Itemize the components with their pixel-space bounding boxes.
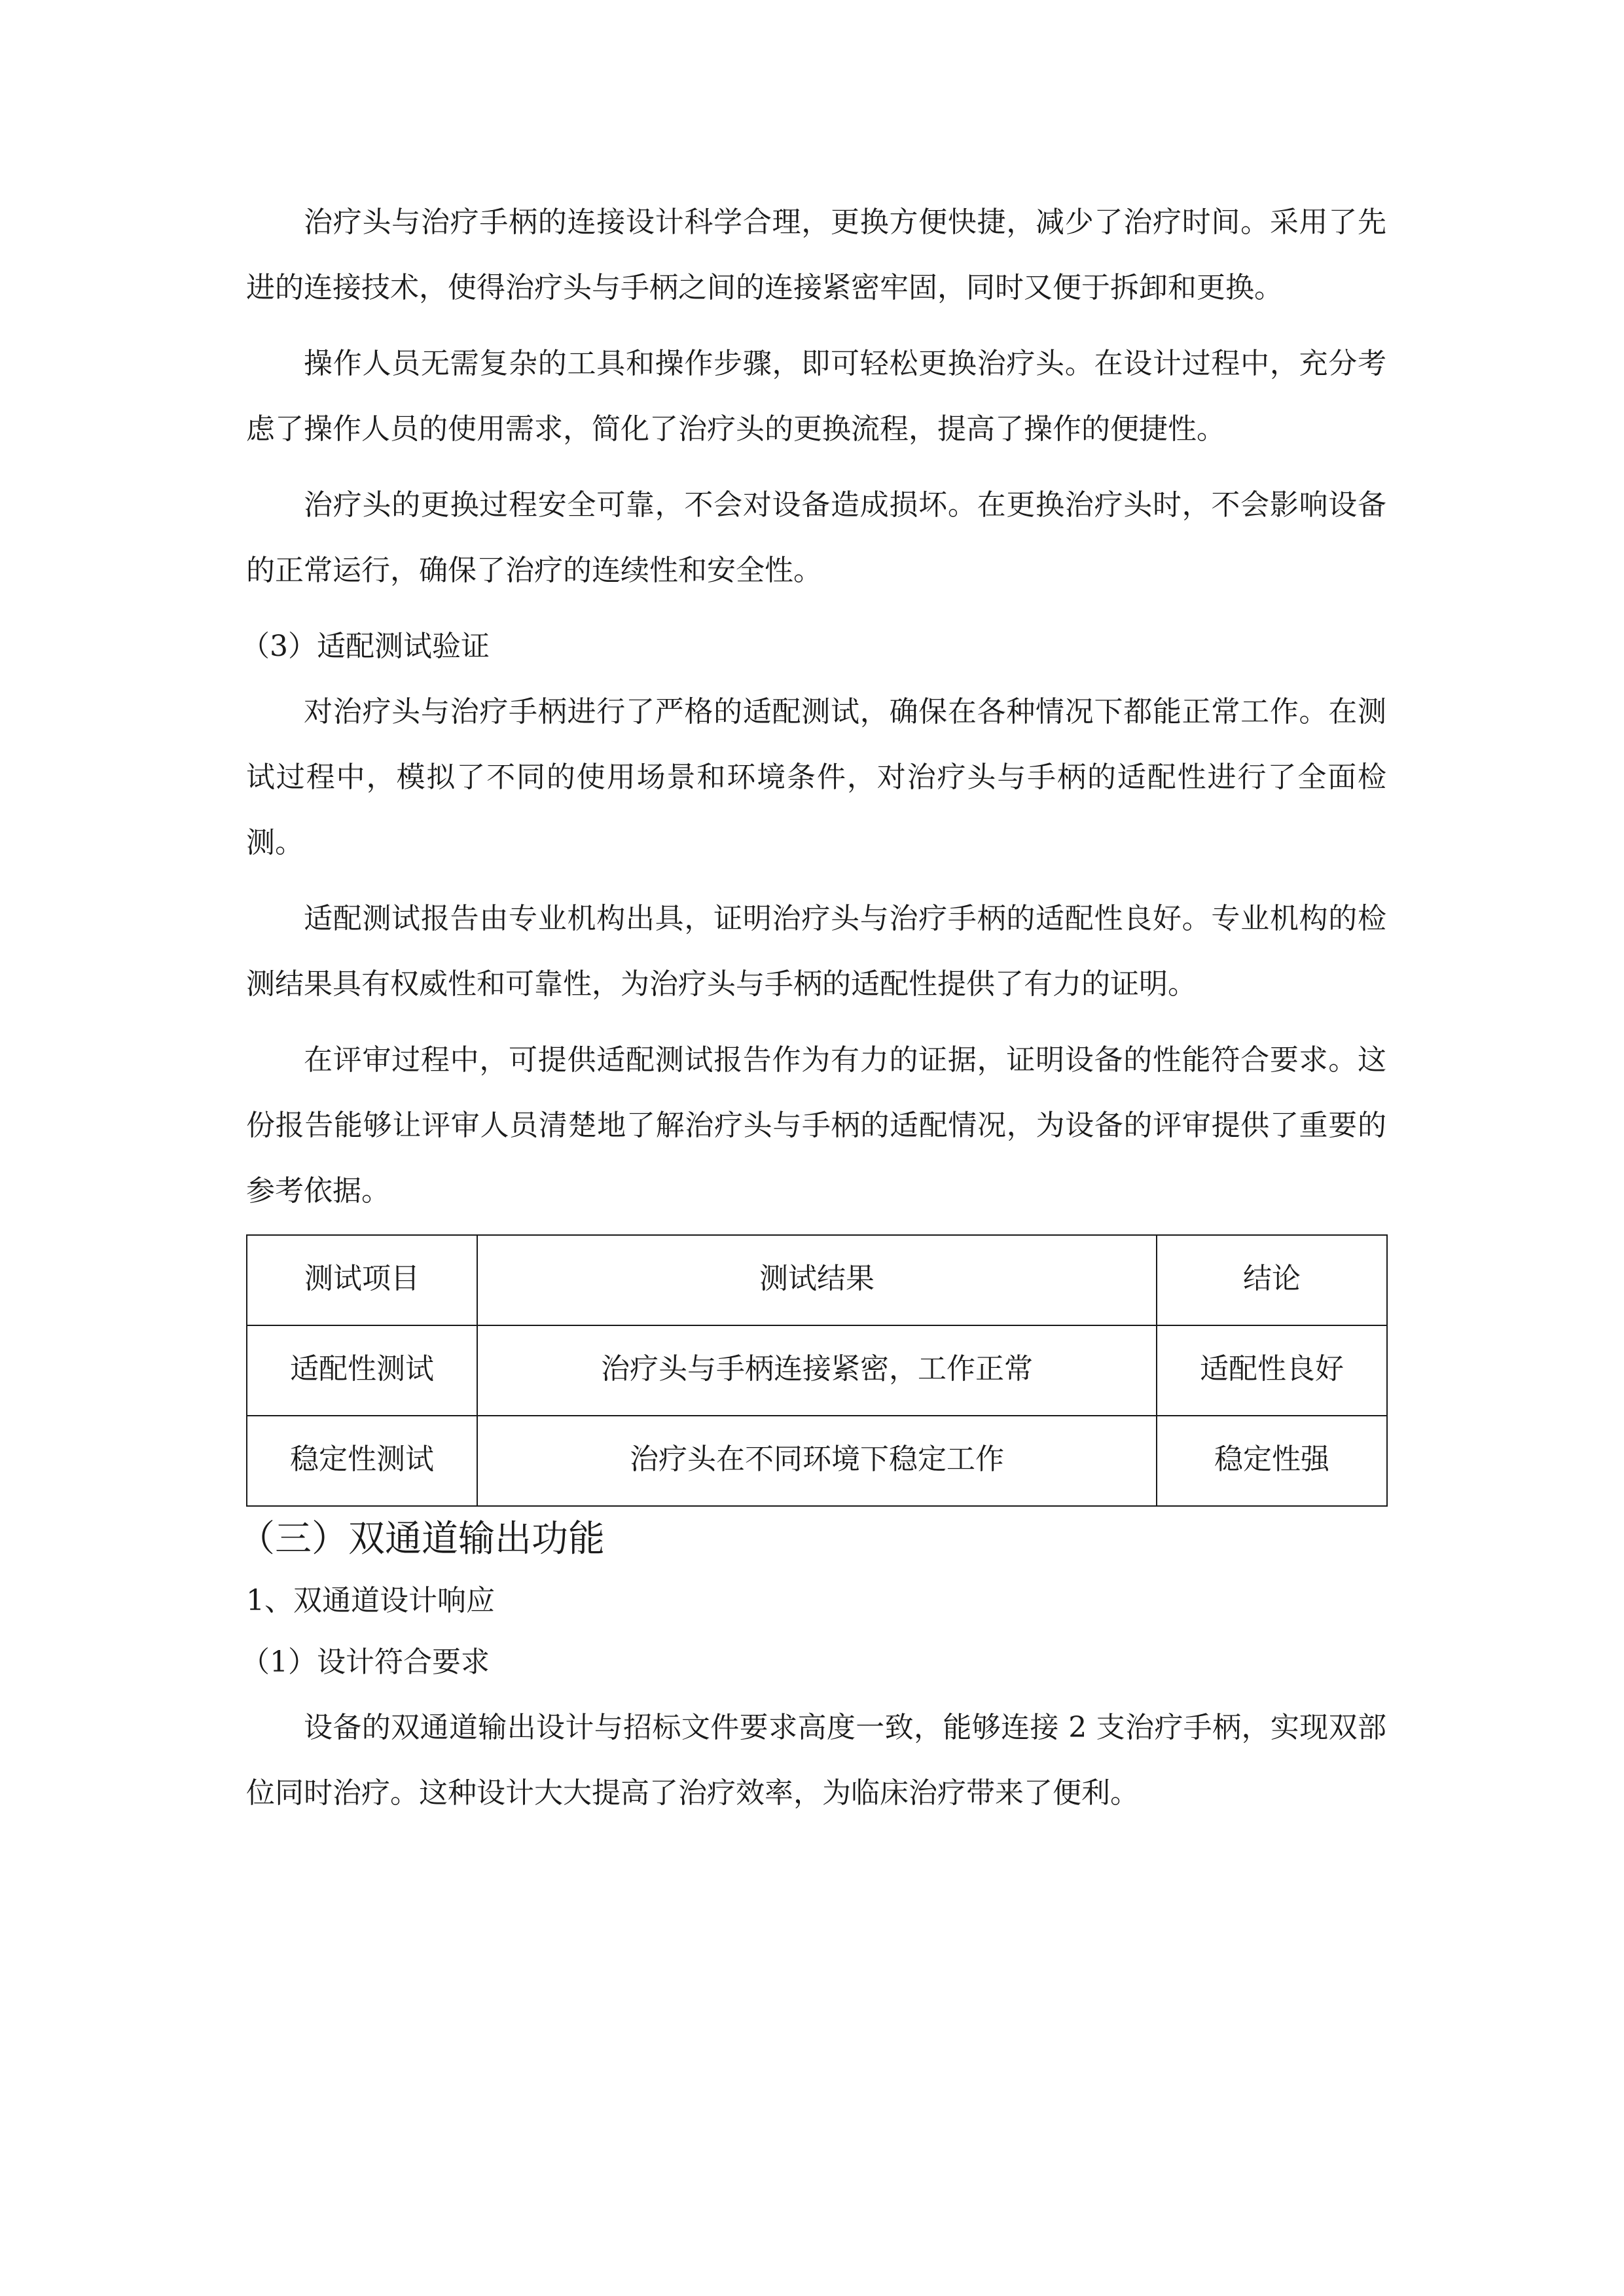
paragraph-dual-channel-design: 设备的双通道输出设计与招标文件要求高度一致，能够连接 2 支治疗手柄，实现双部位同时治疗。这种设计大大提高了治疗效率，为临床治疗带来了便利。: [246, 1711, 1386, 1810]
paragraph-review-evidence: 在评审过程中，可提供适配测试报告作为有力的证据，证明设备的性能符合要求。这份报告能够让评审人员清楚地了解治疗头与手柄的适配情况，为设备的评审提供了重要的参考依据。: [246, 1043, 1386, 1208]
table-header-cell: 结论: [1157, 1235, 1387, 1325]
section-title-dual-channel: （三）双通道输出功能: [238, 1518, 605, 1560]
table-cell: 治疗头在不同环境下稳定工作: [477, 1416, 1157, 1506]
table-cell: 适配性测试: [247, 1325, 477, 1416]
section-heading-adaptation-test: （3）适配测试验证: [241, 630, 490, 663]
test-results-table: [246, 1234, 1388, 1507]
document-page: [238, 190, 1386, 1837]
paragraph-safety: 治疗头的更换过程安全可靠，不会对设备造成损坏。在更换治疗头时，不会影响设备的正常运行，确保了治疗的连续性和安全性。: [246, 488, 1386, 587]
table-header-row: [247, 1235, 1387, 1325]
paragraph-connection-design: 治疗头与治疗手柄的连接设计科学合理，更换方便快捷，减少了治疗时间。采用了先进的连接技术，使得治疗头与手柄之间的连接紧密牢固，同时又便于拆卸和更换。: [246, 206, 1386, 304]
table-cell: 稳定性测试: [247, 1416, 477, 1506]
item-heading-design-compliance: （1）设计符合要求: [241, 1645, 490, 1679]
paragraph-adaptation-test: 对治疗头与治疗手柄进行了严格的适配测试，确保在各种情况下都能正常工作。在测试过程中，模拟了不同的使用场景和环境条件，对治疗头与手柄的适配性进行了全面检测。: [246, 695, 1386, 859]
table-row: [247, 1325, 1387, 1416]
table-cell: 治疗头与手柄连接紧密，工作正常: [477, 1325, 1157, 1416]
table-cell: 适配性良好: [1157, 1325, 1387, 1416]
paragraph-test-report: 适配测试报告由专业机构出具，证明治疗头与治疗手柄的适配性良好。专业机构的检测结果具有权威性和可靠性，为治疗头与手柄的适配性提供了有力的证明。: [246, 902, 1386, 1001]
table-cell: 稳定性强: [1157, 1416, 1387, 1506]
paragraph-operator-ease: 操作人员无需复杂的工具和操作步骤，即可轻松更换治疗头。在设计过程中，充分考虑了操作人员的使用需求，简化了治疗头的更换流程，提高了操作的便捷性。: [246, 347, 1386, 446]
table-header-cell: 测试项目: [247, 1235, 477, 1325]
table-header-cell: 测试结果: [477, 1235, 1157, 1325]
table-row: [247, 1416, 1387, 1506]
subsection-title-dual-channel-design: 1、双通道设计响应: [246, 1584, 495, 1617]
